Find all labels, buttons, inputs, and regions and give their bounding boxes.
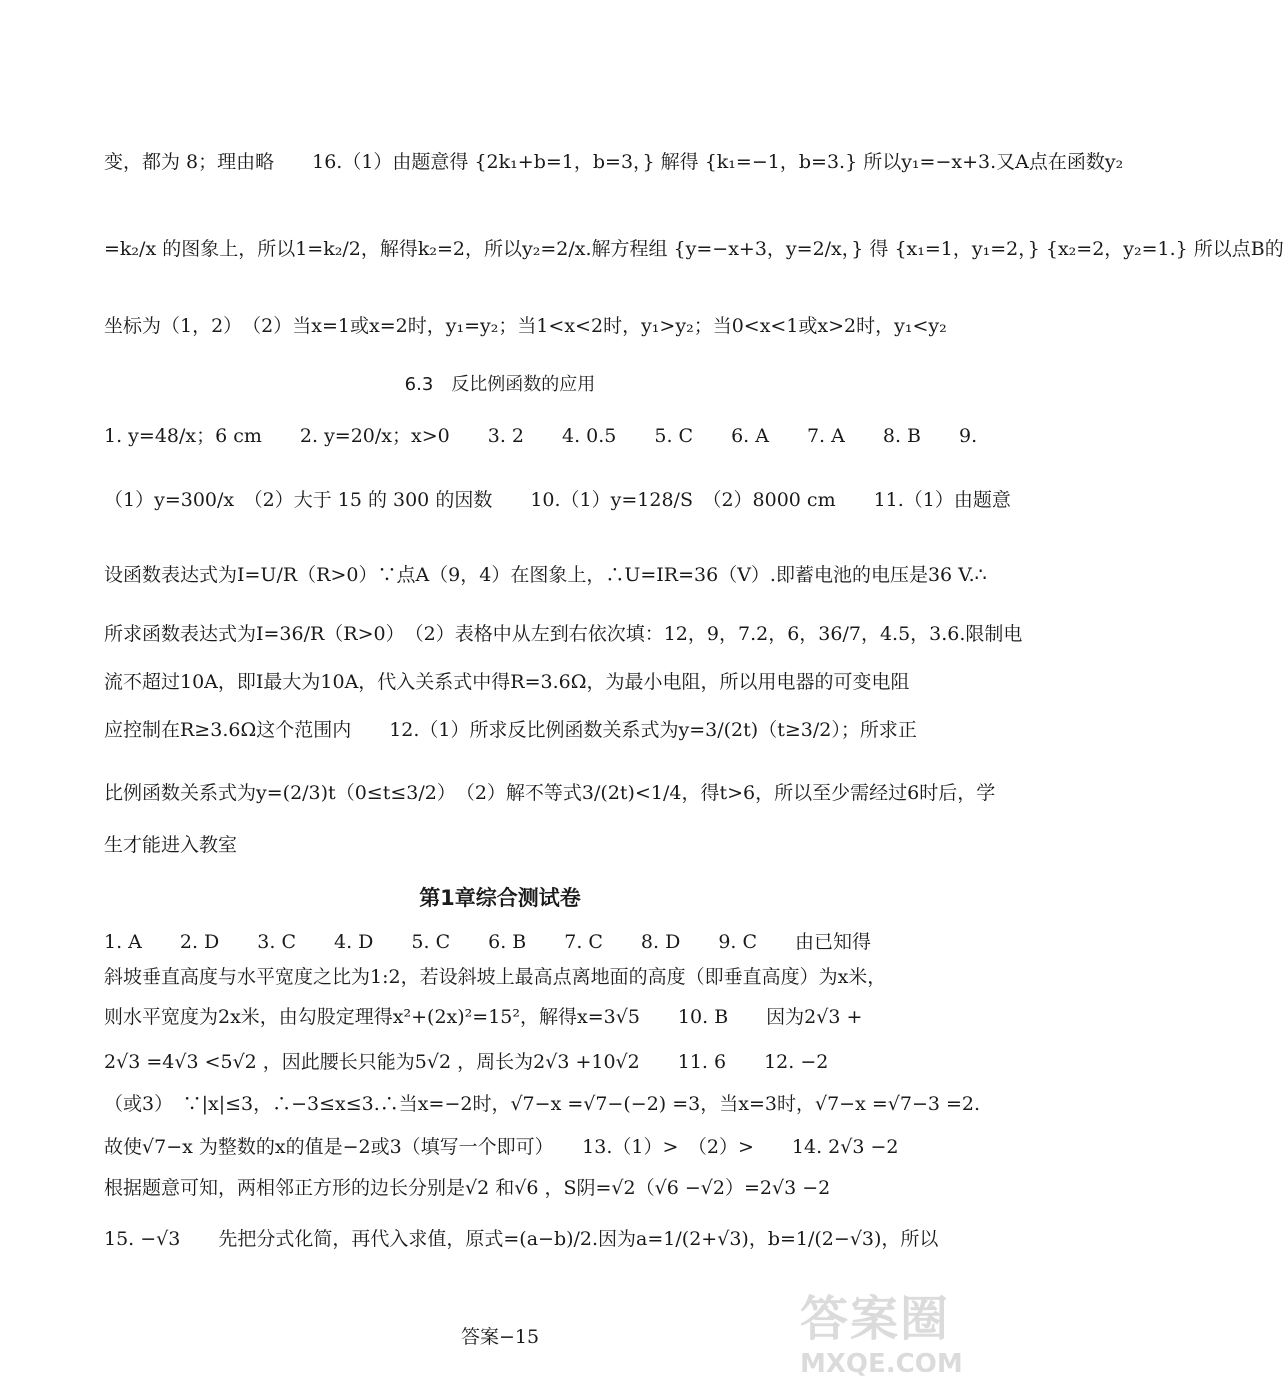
text-line: 流不超过10A，即I最大为10A，代入关系式中得R=3.6Ω，为最小电阻，所以用电器的可变电阻 (104, 671, 910, 693)
text-line: 应控制在R≥3.6Ω这个范围内 12.（1）所求反比例函数关系式为y=3/(2t)（t≥3/2）；所求正 (104, 719, 917, 741)
text-line: 变，都为 8；理由略 16.（1）由题意得 {2k₁+b=1，b=3，} 解得 {k₁=−1，b=3.} 所以y₁=−x+3.又A点在函数y₂ (104, 151, 1124, 173)
text-line: （或3） ∵|x|≤3，∴−3≤x≤3.∴当x=−2时，√7−x =√7−(−2) =3，当x=3时，√7−x =√7−3 =2. (104, 1093, 981, 1115)
text-line: 1. y=48/x；6 cm 2. y=20/x；x>0 3. 2 4. 0.5 5. C 6. A 7. A 8. B 9. (104, 425, 978, 447)
text-line: 设函数表达式为I=U/R（R>0）∵点A（9，4）在图象上，∴U=IR=36（V）.即蓄电池的电压是36 V.∴ (104, 564, 987, 586)
text-line: 故使√7−x 为整数的x的值是−2或3（填写一个即可） 13.（1）> （2）> 14. 2√3 −2 (104, 1136, 899, 1158)
text-line: 所求函数表达式为I=36/R（R>0） （2）表格中从左到右依次填：12，9，7.2，6，36/7，4.5，3.6.限制电 (104, 623, 1023, 645)
chapter-title: 第1章综合测试卷 (419, 886, 581, 910)
text-line: 斜坡垂直高度与水平宽度之比为1:2，若设斜坡上最高点离地面的高度（即垂直高度）为x米， (104, 966, 887, 988)
watermark-text: 答案圈 (800, 1291, 951, 1347)
text-line: 1. A 2. D 3. C 4. D 5. C 6. B 7. C 8. D 9. C 由已知得 (104, 931, 872, 953)
text-line: （1）y=300/x （2）大于 15 的 300 的因数 10.（1）y=128/S （2）8000 cm 11.（1）由题意 (104, 489, 1011, 511)
text-line: 15. −√3 先把分式化简，再代入求值，原式=(a−b)/2.因为a=1/(2+√3)，b=1/(2−√3)，所以 (104, 1228, 939, 1250)
text-line: 则水平宽度为2x米，由勾股定理得x²+(2x)²=15²，解得x=3√5 10. B 因为2√3 + (104, 1006, 863, 1028)
watermark-logo (800, 1280, 990, 1379)
text-line: 坐标为（1，2） （2）当x=1或x=2时，y₁=y₂；当1<x<2时，y₁>y₂；当0<x<1或x>2时，y₁<y₂ (104, 315, 947, 337)
page-footer: 答案−15 (460, 1326, 540, 1348)
text-line: 2√3 =4√3 <5√2 ，因此腰长只能为5√2 ，周长为2√3 +10√2 11. 6 12. −2 (104, 1051, 829, 1073)
text-line: 根据题意可知，两相邻正方形的边长分别是√2 和√6 ，S阴=√2（√6 −√2）=2√3 −2 (104, 1177, 831, 1199)
text-line: =k₂/x 的图象上，所以1=k₂/2，解得k₂=2，所以y₂=2/x.解方程组 {y=−x+3，y=2/x，} 得 {x₁=1，y₁=2，} {x₂=2，y₂=1.} 所以点B的 (104, 238, 1284, 260)
text-line: 生才能进入教室 (104, 834, 238, 856)
watermark-url: MXQE.COM (800, 1349, 963, 1379)
section-title: 6.3 反比例函数的应用 (404, 374, 596, 395)
text-line: 比例函数关系式为y=(2/3)t（0≤t≤3/2） （2）解不等式3/(2t)<1/4，得t>6，所以至少需经过6时后，学 (104, 782, 996, 804)
